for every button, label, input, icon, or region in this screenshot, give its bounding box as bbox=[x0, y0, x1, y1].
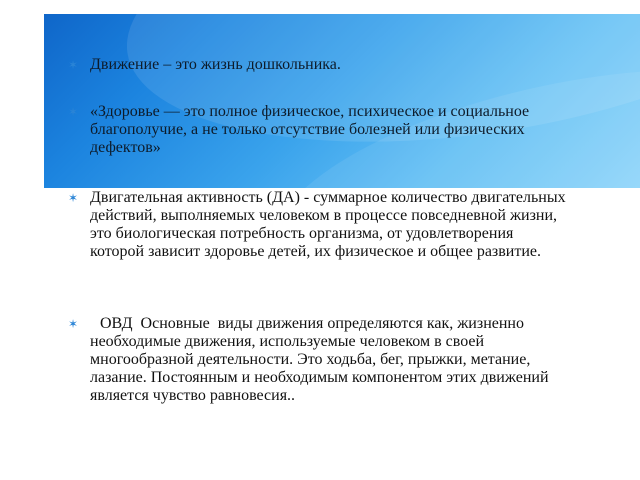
bullet-text: ОВД Основные виды движения определяются как, жизненно необходимые движения, используемые человеком в своей многообразной деятельности. Это ходьба, бег, прыжки, метание, лазание. Постоянным и необходимым компонентом этих движений является чувство равновесия.. bbox=[90, 315, 553, 404]
star-bullet-icon: ✶ bbox=[68, 105, 79, 119]
bullet-item bbox=[68, 315, 568, 425]
header-banner bbox=[44, 14, 640, 188]
bullet-text: Движение – это жизнь дошкольника. bbox=[90, 56, 341, 73]
bullet-text: Двигательная активность (ДА) - суммарное количество двигательных действий, выполняемых человеком в процессе повседневной жизни, это биологическая потребность организма, от удовлетворения которой зависит здоровье детей, их физическое и общее развитие. bbox=[90, 189, 566, 260]
star-bullet-icon: ✶ bbox=[68, 317, 79, 331]
bullet-item bbox=[68, 189, 568, 284]
bullet-item bbox=[68, 103, 568, 159]
bullet-text: «Здоровье — это полное физическое, психическое и социальное благополучие, а не только отсутствие болезней или физических дефектов» bbox=[90, 103, 530, 156]
bullet-item bbox=[68, 56, 568, 74]
star-bullet-icon: ✶ bbox=[68, 58, 79, 72]
star-bullet-icon: ✶ bbox=[68, 191, 79, 205]
